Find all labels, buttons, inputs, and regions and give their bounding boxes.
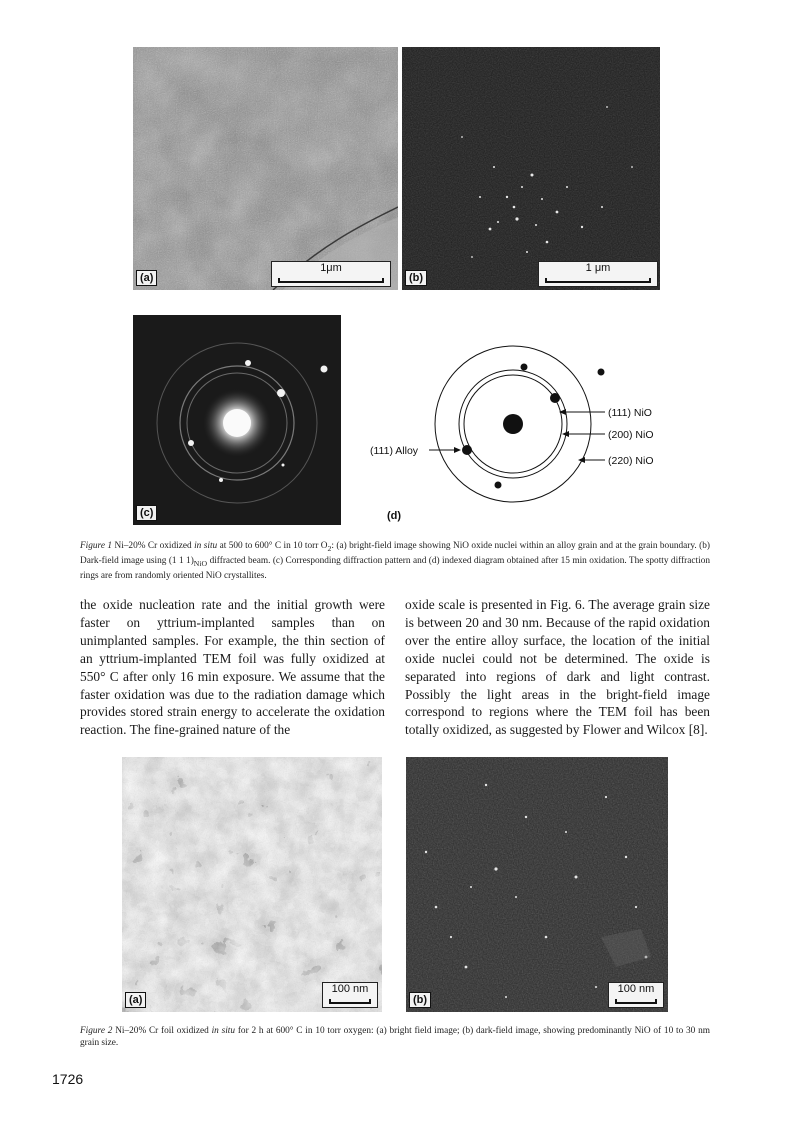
page-number: 1726 xyxy=(52,1071,84,1087)
fig1-d-label-111-alloy: (111) Alloy xyxy=(370,445,419,457)
fig2-caption: Figure 2 Ni–20% Cr foil oxidized in situ for 2 h at 600° C in 10 torr oxygen: (a) bright field image; (b) dark-field image, showing predominantly NiO of 10 to 30 nm grain size. xyxy=(80,1026,711,1049)
fig2-panel-b-image xyxy=(406,757,668,1012)
fig1-panel-b-scalebar xyxy=(538,261,658,287)
fig1-panel-c-label: (c) xyxy=(136,505,157,521)
fig1-caption-lead: Figure 1 xyxy=(80,541,113,551)
fig1-caption: Figure 1 Ni–20% Cr oxidized in situ at 500 to 600° C in 10 torr $O_2$: (a) bright-field image showing NiO oxide nuclei within an alloy grain and at the grain boundary. (b) Dark-field image using (1 1 $1)_{NiO}$ diffracted beam. (c) Corresponding diffraction pattern and (d) indexed diagram obtained after 15 min oxidation. The spotty diffraction rings are from randomly oriented NiO crystallites. xyxy=(80,541,711,582)
fig1-panel-d-diagram xyxy=(355,340,675,520)
fig2-panel-a-image xyxy=(122,757,382,1012)
fig1-panel-a-scale-text: 1μm xyxy=(320,262,342,274)
fig2-caption-lead: Figure 2 xyxy=(80,1026,113,1036)
fig2-panel-a-label: (a) xyxy=(125,992,146,1008)
body-text-right-column: oxide scale is presented in Fig. 6. The average grain size is between 20 and 30 nm. Because of the rapid oxidation over the entire alloy surface, the location of the initial oxide nuclei could not be determined. The oxide is separated into regions of dark and light contrast. Possibly the light areas in the bright-field image correspond to regions where the TEM foil has been totally oxidized, as suggested by Flower and Wilcox [8]. xyxy=(405,597,710,738)
fig1-panel-b-scale-text: 1 μm xyxy=(585,262,611,274)
fig2-panel-a-scalebar xyxy=(322,982,378,1008)
fig1-panel-d-label: (d) xyxy=(387,510,402,522)
fig2-panel-a-scale-text: 100 nm xyxy=(331,983,369,995)
fig2-panel-b-label: (b) xyxy=(409,992,431,1008)
fig1-panel-b-image xyxy=(402,47,660,290)
fig1-d-label-220-nio: (220) NiO xyxy=(608,455,654,467)
fig2-panel-b-scale-text: 100 nm xyxy=(617,983,655,995)
fig1-panel-b-label: (b) xyxy=(405,270,427,286)
fig1-panel-a-image xyxy=(133,47,398,290)
fig2-panel-b-scalebar xyxy=(608,982,664,1008)
fig1-panel-a-scalebar xyxy=(271,261,391,287)
fig1-d-label-111-nio: (111) NiO xyxy=(608,407,652,419)
body-text-left-column: the oxide nucleation rate and the initial growth were faster on yttrium-implanted samples than on unimplanted samples. For example, the thin section of an yttrium-implanted TEM foil was fully oxidized at 550° C after only 16 min exposure. We assume that the faster oxidation was due to the radiation damage which provides stored strain energy to accelerate the oxidation reaction. The fine-grained nature of the xyxy=(80,597,385,738)
fig1-panel-a-label: (a) xyxy=(136,270,157,286)
fig1-panel-c-image xyxy=(133,315,341,525)
fig1-d-label-200-nio: (200) NiO xyxy=(608,429,654,441)
